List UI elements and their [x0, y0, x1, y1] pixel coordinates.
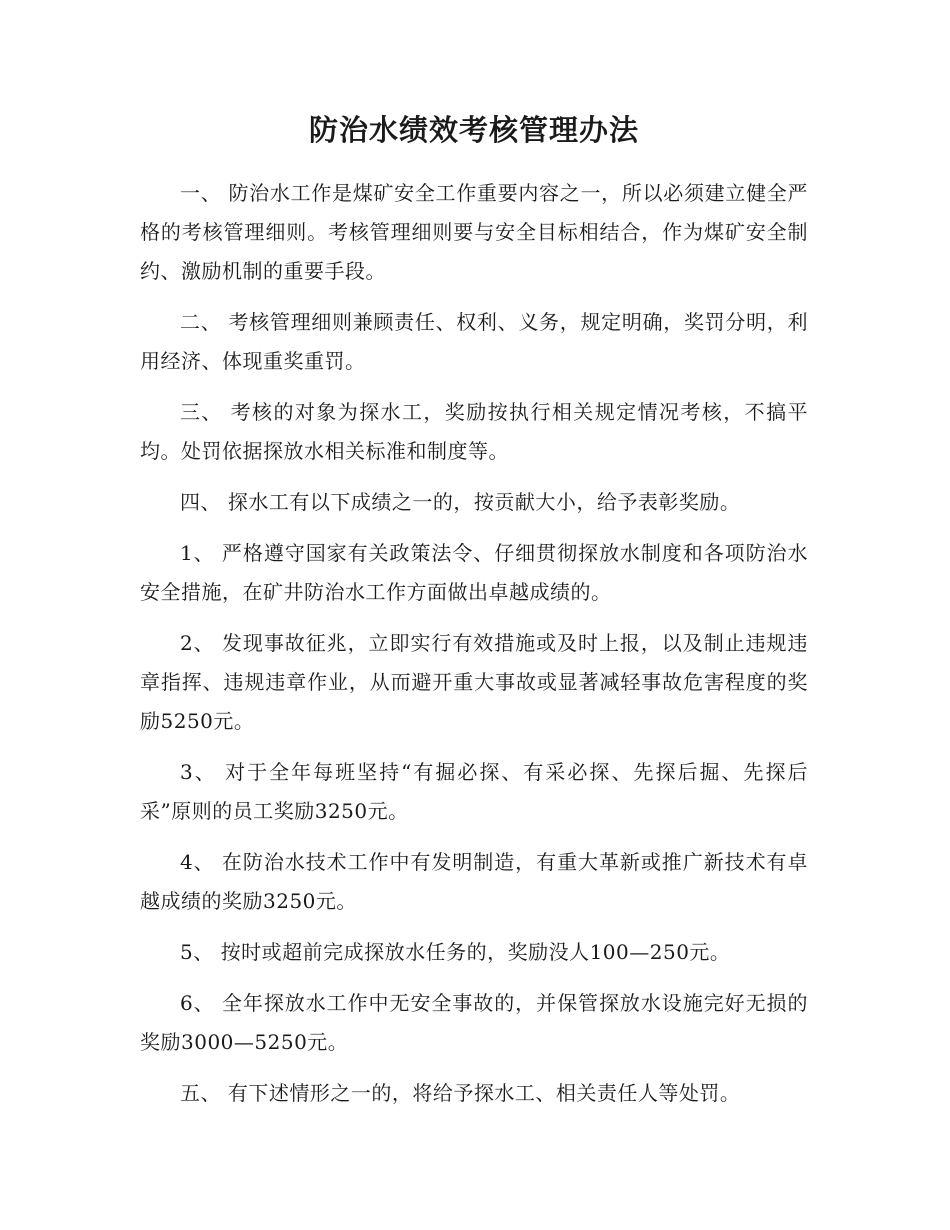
paragraph-1: 一、 防治水工作是煤矿安全工作重要内容之一，所以必须建立健全严格的考核管理细则。考核管理细则要与安全目标相结合，作为煤矿安全制约、激励机制的重要手段。 [140, 181, 808, 283]
paragraph-2: 二、 考核管理细则兼顾责任、权利、义务，规定明确，奖罚分明，利用经济、体现重奖重罚。 [140, 310, 808, 373]
list-item-5: 5、 按时或超前完成探放水任务的，奖励没人100—250元。 [180, 940, 731, 964]
list-item-2: 2、 发现事故征兆，立即实行有效措施或及时上报，以及制止违规违章指挥、违规违章作业，从而避开重大事故或显著减轻事故危害程度的奖励5250元。 [140, 631, 808, 733]
list-item-4: 4、 在防治水技术工作中有发明制造，有重大革新或推广新技术有卓越成绩的奖励3250元。 [140, 850, 808, 913]
paragraph-5: 五、 有下述情形之一的，将给予探水工、相关责任人等处罚。 [180, 1081, 741, 1105]
paragraph-4: 四、 探水工有以下成绩之一的，按贡献大小，给予表彰奖励。 [180, 490, 741, 514]
list-item-6: 6、 全年探放水工作中无安全事故的，并保管探放水设施完好无损的奖励3000—5250元。 [140, 991, 808, 1054]
list-item-3: 3、 对于全年每班坚持“有掘必探、有采必探、先探后掘、先探后采”原则的员工奖励3250元。 [140, 760, 808, 823]
document-title: 防治水绩效考核管理办法 [308, 113, 639, 147]
list-item-1: 1、 严格遵守国家有关政策法令、仔细贯彻探放水制度和各项防治水安全措施，在矿井防治水工作方面做出卓越成绩的。 [140, 541, 808, 604]
document-page [140, 108, 808, 1125]
paragraph-3: 三、 考核的对象为探水工，奖励按执行相关规定情况考核，不搞平均。处罚依据探放水相关标准和制度等。 [140, 400, 808, 463]
